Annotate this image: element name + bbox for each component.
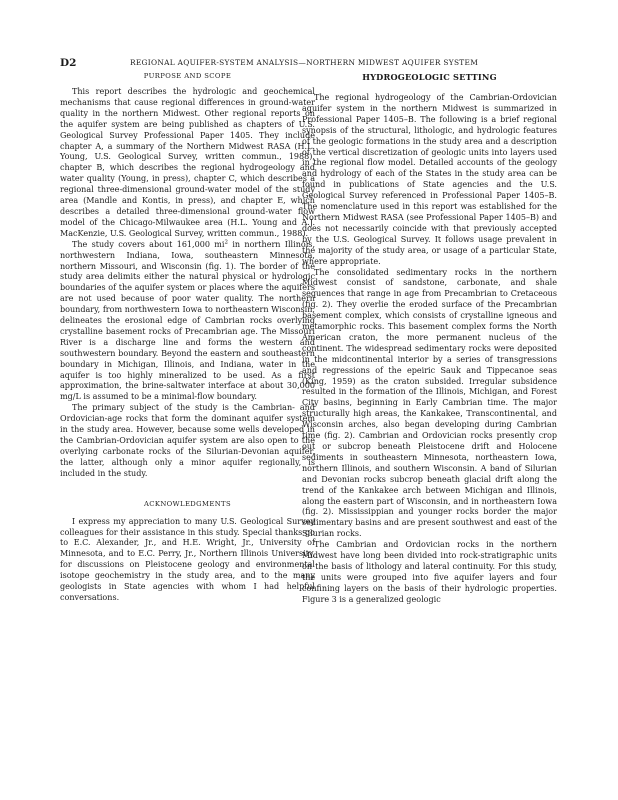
purpose-paragraph-2-text-a: The study covers about 161,000 mi bbox=[72, 239, 225, 249]
square-miles-superscript: 2 bbox=[224, 239, 228, 246]
purpose-paragraph-2 bbox=[60, 240, 315, 404]
page-number: D2 bbox=[60, 57, 77, 69]
purpose-paragraph-1: This report describes the hydrologic and geochemical mechanisms that cause regional differences in ground-water quality in the northern Midwest. Other regional reports on the aquifer system are being published as chapters of U.S. Geological Survey Professional Paper 1405. They include chapter A, a summary of the Northern Midwest RASA (H.L. Young, U.S. Geological Survey, written commun., 1988), chapter B, which describes the regional hydrogeology and water quality (Young, in press), chapter C, which describes a regional three-dimensional ground-water model of the study area (Mandle and Kontis, in press), and chapter E, which describes a detailed three-dimensional ground-water flow model of the Chicago-Milwaukee area (H.L. Young and A.J. MacKenzie, U.S. Geological Survey, written commun., 1988). bbox=[60, 87, 315, 238]
purpose-paragraph-3: The primary subject of the study is the Cambrian- and Ordovician-age rocks that form the dominant aquifer system in the study area. However, because some wells developed in the Cambrian-Ordovician aquifer system are also open to the overlying carbonate rocks of the Silurian-Devonian aquifer, the latter, although only a minor aquifer regionally, is included in the study. bbox=[60, 403, 315, 478]
setting-paragraph-1: The regional hydrogeology of the Cambrian-Ordovician aquifer system in the northern Midwest is summarized in Professional Paper 1405–B. The following is a brief regional synopsis of the structural, lithologic, and hydrologic features of the geologic formations in the study area and a description of the vertical discretization of geologic units into layers used in the regional flow model. Detailed accounts of the geology and hydrology of each of the States in the study area can be found in publications of State agencies and the U.S. Geological Survey referenced in Professional Paper 1405–B. The nomenclature used in this report was established for the Northern Midwest RASA (see Professional Paper 1405–B) and does not necessarily coincide with that previously accepted by the U.S. Geological Survey. It follows usage prevalent in the majority of the study area, or usage of a particular State, where appropriate. bbox=[302, 93, 557, 266]
running-title: REGIONAL AQUIFER-SYSTEM ANALYSIS—NORTHERN MIDWEST AQUIFER SYSTEM bbox=[130, 58, 479, 67]
right-column bbox=[302, 72, 557, 606]
acknowledgments-heading: ACKNOWLEDGMENTS bbox=[143, 499, 232, 508]
setting-paragraph-3: The Cambrian and Ordovician rocks in the northern Midwest have long been divided into rock-stratigraphic units on the basis of lithology and lateral continuity. For this study, the units were grouped into five aquifer layers and four confining layers on the basis of their hydrologic properties. Figure 3 is a generalized geologic bbox=[302, 540, 557, 604]
setting-paragraph-2: The consolidated sedimentary rocks in the northern Midwest consist of sandstone, carbonate, and shale sequences that range in age from Precambrian to Cretaceous (fig. 2). They overlie the eroded surface of the Precambrian basement complex, which consists of crystalline igneous and metamorphic rocks. This basement complex forms the North American craton, the more permanent nucleus of the continent. The widespread sedimentary rocks were deposited in the midcontinental interior by a series of transgressions and regressions of the epeiric Sauk and Tippecanoe seas (King, 1959) as the craton subsided. Irregular subsidence resulted in the formation of the Illinois, Michigan, and Forest City basins, beginning in Early Cambrian time. The major structurally high areas, the Kankakee, Transcontinental, and Wisconsin arches, also began developing during Cambrian time (fig. 2). Cambrian and Ordovician rocks presently crop out or subcrop beneath Pleistocene drift and Holocene sediments in southeastern Minnesota, northeastern Iowa, northern Illinois, and southern Wisconsin. A band of Silurian and Devonian rocks subcrop beneath glacial drift along the trend of the Kankakee arch between Michigan and Illinois, along the eastern part of Wisconsin, and in northeastern Iowa (fig. 2). Mississippian and younger rocks border the major sedimentary basins and are present southwest and east of the Silurian rocks. bbox=[302, 267, 557, 539]
purpose-paragraph-2-text-b: in northern Illinois, northwestern Indiana, Iowa, southeastern Minnesota, northern Missouri, and Wisconsin (fig. 1). The border of the study area delimits either the natural physical or hydrologic boundaries of the aquifer system or places where the aquifers are not used because of poor water quality. The northern boundary, from northwestern Iowa to northeastern Wisconsin, delineates the erosional edge of Cambrian rocks overlying crystalline basement rocks of Precambrian age. The Missouri River is a discharge line and forms the western and southwestern boundary. Beyond the eastern and southeastern boundary in Michigan, Illinois, and Indiana, water in the aquifer is too highly mineralized to be used. As a first approximation, the brine-saltwater interface at about 30,000 mg/L is assumed to be a minimal-flow boundary. bbox=[60, 239, 315, 402]
acknowledgments-paragraph: I express my appreciation to many U.S. Geological Survey colleagues for their assistance in this study. Special thanks go to E.C. Alexander, Jr., and H.E. Wright, Jr., University of Minnesota, and to E.C. Perry, Jr., Northern Illinois University, for discussions on Pleistocene geology and environmental isotope geochemistry in the study area, and to the many geologists in State agencies with whom I had helpful conversations. bbox=[60, 516, 315, 602]
hydrogeologic-setting-heading: HYDROGEOLOGIC SETTING bbox=[362, 72, 497, 82]
left-column bbox=[60, 72, 315, 604]
purpose-and-scope-heading: PURPOSE AND SCOPE bbox=[143, 72, 232, 80]
